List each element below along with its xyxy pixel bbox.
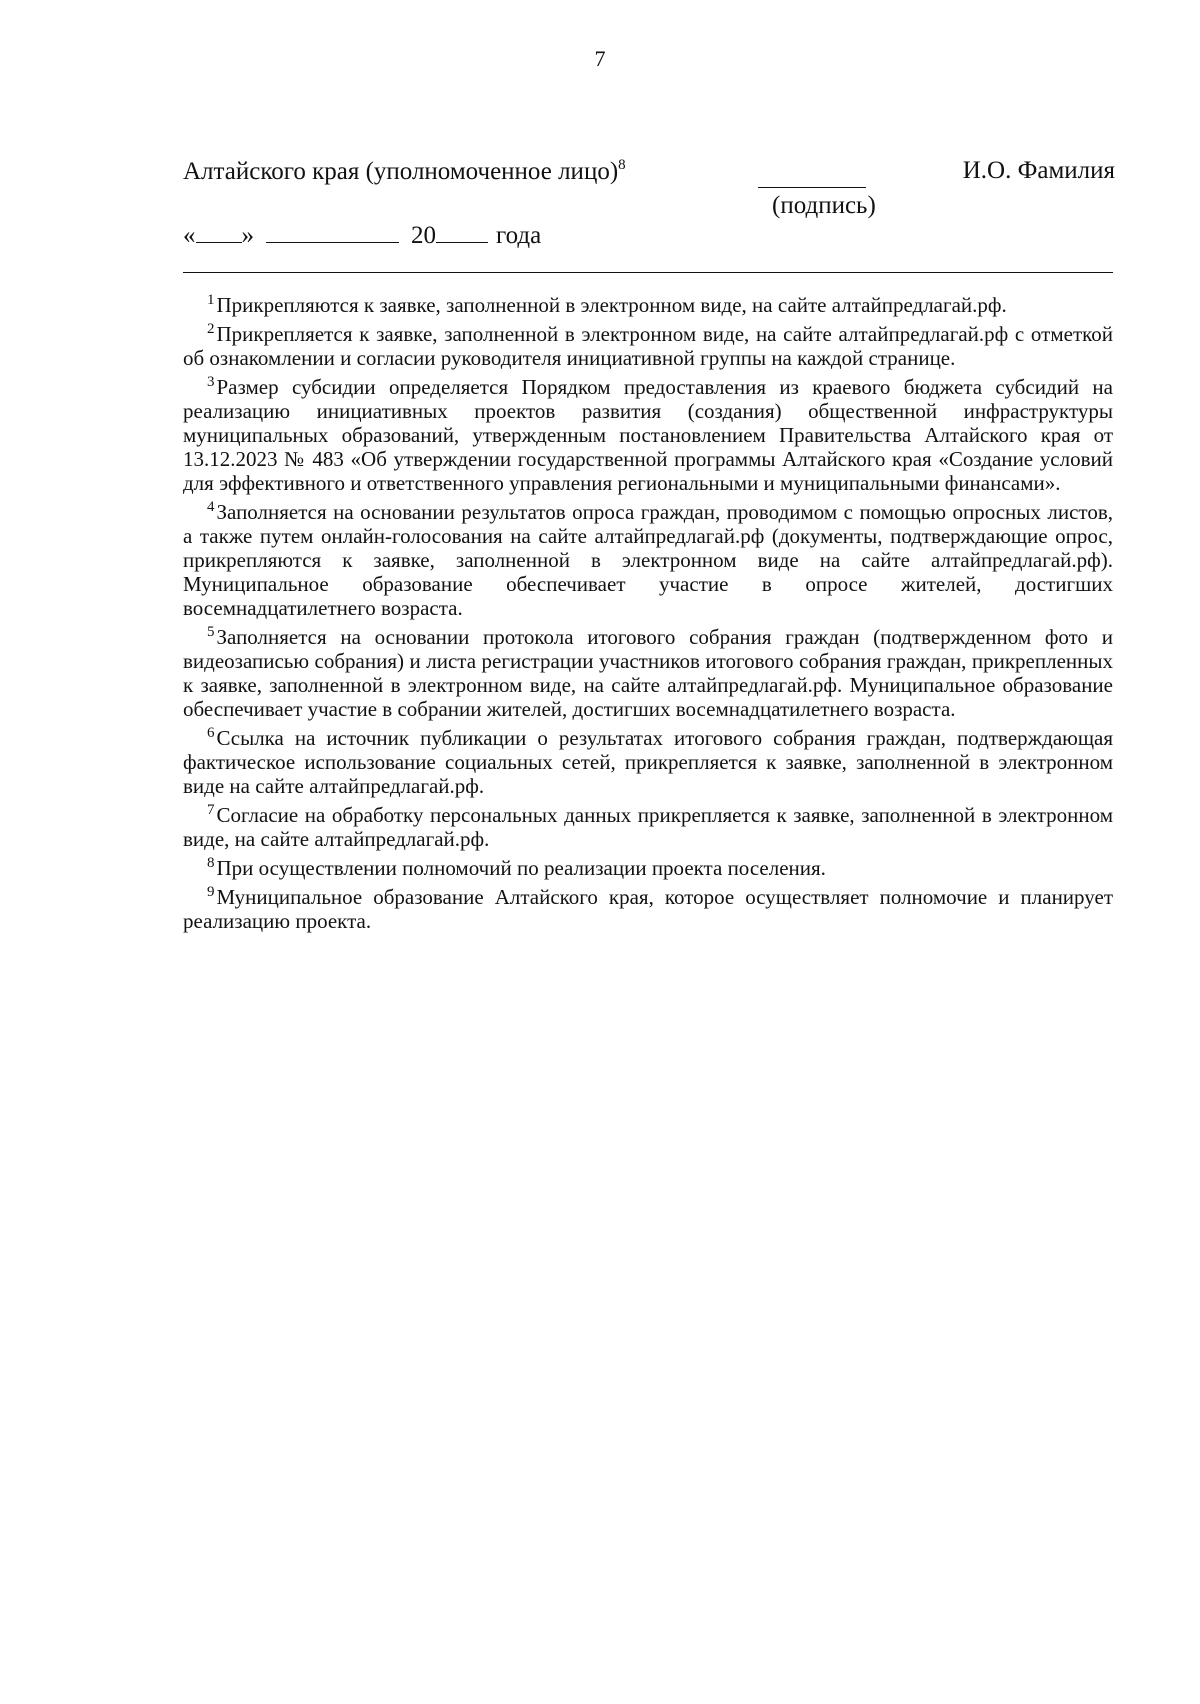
footnote-text: Ссылка на источник публикации о результатах итогового собрания граждан, подтверждающая фактическое использование социальных сетей, прикрепляется к заявке, заполненной в электронном виде на сайте алтайпредлагай.рф. xyxy=(183,726,1113,798)
footnote-number: 6 xyxy=(207,725,215,741)
page-number: 7 xyxy=(594,46,606,71)
footnote-text: При осуществлении полномочий по реализации проекта поселения. xyxy=(216,856,826,880)
footnote-number: 1 xyxy=(207,292,215,308)
footnote-text: Размер субсидии определяется Порядком предоставления из краевого бюджета субсидий на реализацию инициативных проектов развития (создания) общественной инфраструктуры муниципальных образований, утвержденным постановлением Правительства Алтайского края от 13.12.2023 № 483 «Об утверждении государственной программы Алтайского края «Создание условий для эффективного и ответственного управления региональными и муниципальными финансами». xyxy=(183,375,1113,495)
footnote-text: Заполняется на основании протокола итогового собрания граждан (подтвержденном фото и видеозаписью собрания) и листа регистрации участников итогового собрания граждан, прикрепленных к заявке, заполненной в электронном виде, на сайте алтайпредлагай.рф. Муниципальное образование обеспечивает участие в собрании жителей, достигших восемнадцатилетнего возраста. xyxy=(183,625,1113,721)
signature-caption: (подпись) xyxy=(772,192,876,219)
date-line xyxy=(183,217,541,250)
footnote-number: 7 xyxy=(207,802,215,818)
footnote xyxy=(183,798,1113,851)
footnote xyxy=(183,288,1113,317)
footnote-text: Заполняется на основании результатов опроса граждан, проводимом с помощью опросных листов, а также путем онлайн-голосования на сайте алтайпредлагай.рф (документы, подтверждающие опрос, прикрепляются к заявке, заполненной в электронном виде на сайте алтайпредлагай.рф). Муниципальное образование обеспечивает участие в опросе жителей, достигших восемнадцатилетнего возраста. xyxy=(183,500,1113,620)
footnote-number: 2 xyxy=(207,321,215,337)
day-blank xyxy=(196,217,242,243)
signature-line xyxy=(758,187,866,188)
signatory-name: И.О. Фамилия xyxy=(962,157,1115,184)
month-blank xyxy=(266,217,399,243)
footnote-text: Прикрепляются к заявке, заполненной в электронном виде, на сайте алтайпредлагай.рф. xyxy=(216,293,1007,317)
year-prefix: 20 xyxy=(411,222,436,249)
footnote-text: Муниципальное образование Алтайского края, которое осуществляет полномочие и планирует реализацию проекта. xyxy=(183,885,1113,933)
footnote xyxy=(183,317,1113,370)
date-open-quote: « xyxy=(183,222,196,249)
footnote-text: Согласие на обработку персональных данных прикрепляется к заявке, заполненной в электронном виде, на сайте алтайпредлагай.рф. xyxy=(183,803,1113,851)
date-close-quote: » xyxy=(241,222,254,249)
footnotes xyxy=(183,288,1113,933)
signature-organization xyxy=(183,157,626,186)
footnote xyxy=(183,620,1113,721)
footnote xyxy=(183,851,1113,880)
footnote xyxy=(183,495,1113,620)
footnote-number: 5 xyxy=(207,624,215,640)
footnote-number: 8 xyxy=(207,855,215,871)
footnote-number: 9 xyxy=(207,884,215,900)
signature-organization-text: Алтайского края (уполномоченное лицо) xyxy=(183,158,619,185)
year-suffix: года xyxy=(496,222,542,249)
footnote-separator xyxy=(183,272,1113,273)
footnote-ref: 8 xyxy=(618,157,626,173)
footnote-text: Прикрепляется к заявке, заполненной в электронном виде, на сайте алтайпредлагай.рф с отметкой об ознакомлении и согласии руководителя инициативной группы на каждой странице. xyxy=(183,322,1113,370)
footnote-number: 4 xyxy=(207,499,215,515)
year-blank xyxy=(436,217,488,243)
footnote xyxy=(183,880,1113,933)
footnote-number: 3 xyxy=(207,374,215,390)
footnote xyxy=(183,721,1113,798)
footnote xyxy=(183,370,1113,495)
